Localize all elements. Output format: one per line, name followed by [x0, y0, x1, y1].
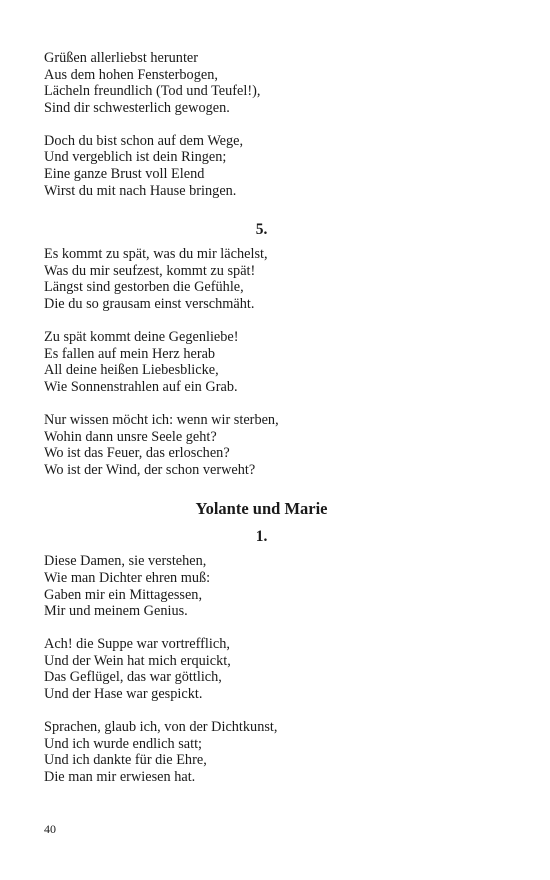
verse-line: Nur wissen möcht ich: wenn wir sterben,	[44, 412, 279, 428]
verse-line: Diese Damen, sie verstehen,	[44, 553, 207, 570]
stanza	[44, 636, 479, 702]
poem-number: 5.	[255, 221, 268, 239]
verse-line: Wo ist der Wind, der schon verweht?	[44, 461, 256, 478]
verse-line: Und vergeblich ist dein Ringen;	[44, 149, 227, 166]
verse-line: Das Geflügel, das war göttlich,	[44, 669, 222, 686]
verse-line: Gaben mir ein Mittagessen,	[44, 586, 203, 603]
verse-line: Lächeln freundlich (Tod und Teufel!),	[44, 83, 261, 100]
verse-line: Wohin dann unsre Seele geht?	[44, 428, 217, 445]
stanza	[44, 329, 479, 395]
verse-line: Mir und meinem Genius.	[44, 603, 188, 620]
verse-line: Und ich dankte für die Ehre,	[44, 752, 207, 769]
stanza	[44, 133, 479, 199]
verse-line: Und der Hase war gespickt.	[44, 686, 203, 703]
verse-line: Was du mir seufzest, kommt zu spät!	[44, 262, 256, 279]
stanza	[44, 50, 479, 116]
poem-page	[44, 50, 479, 786]
verse-line: Wie man Dichter ehren muß:	[44, 569, 211, 586]
verse-line: Ach! die Suppe war vortrefflich,	[44, 636, 230, 653]
poem-number: 1.	[255, 528, 268, 546]
verse-line: Und ich wurde endlich satt;	[44, 735, 203, 752]
verse-line: Die man mir erwiesen hat.	[44, 768, 196, 785]
verse-line: Wie Sonnenstrahlen auf ein Grab.	[44, 378, 238, 395]
verse-line: Es kommt zu spät, was du mir lächelst,	[44, 246, 268, 263]
verse-line: Wo ist das Feuer, das erloschen?	[44, 445, 230, 462]
verse-line: Aus dem hohen Fensterbogen,	[44, 66, 218, 83]
verse-line: Sind dir schwesterlich gewogen.	[44, 99, 230, 116]
poem-section	[44, 221, 479, 478]
verse-line: Grüßen allerliebst herunter	[44, 50, 199, 66]
verse-line: Eine ganze Brust voll Elend	[44, 166, 205, 183]
page-number: 40	[44, 822, 56, 836]
verse-line: Die du so grausam einst verschmäht.	[44, 296, 255, 313]
verse-line: Zu spät kommt deine Gegenliebe!	[44, 329, 239, 346]
poem-section	[44, 499, 479, 785]
poem-title: Yolante und Marie	[195, 499, 328, 519]
verse-line: All deine heißen Liebesblicke,	[44, 362, 219, 379]
verse-line: Wirst du mit nach Hause bringen.	[44, 182, 237, 199]
stanza	[44, 412, 479, 478]
stanza	[44, 246, 479, 312]
verse-line: Es fallen auf mein Herz herab	[44, 345, 216, 362]
verse-line: Doch du bist schon auf dem Wege,	[44, 132, 244, 149]
verse-line: Sprachen, glaub ich, von der Dichtkunst,	[44, 719, 278, 736]
poem-section	[44, 50, 479, 199]
stanza	[44, 719, 479, 785]
verse-line: Und der Wein hat mich erquickt,	[44, 652, 231, 669]
stanza	[44, 553, 479, 619]
verse-line: Längst sind gestorben die Gefühle,	[44, 279, 244, 296]
